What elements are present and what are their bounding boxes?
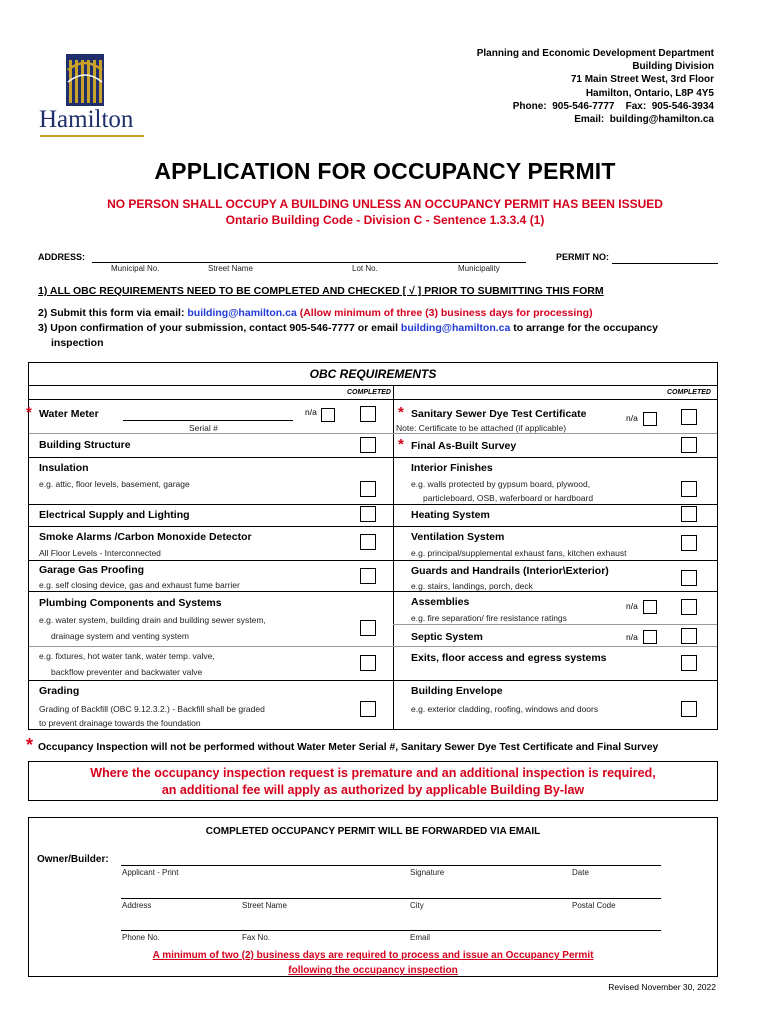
completed-col-left: COMPLETED xyxy=(347,389,391,396)
assemblies-sub: e.g. fire separation/ fire resistance ratings xyxy=(411,613,567,623)
municipal-no-caption: Municipal No. xyxy=(111,264,160,273)
email-link[interactable]: building@hamilton.ca xyxy=(187,307,297,319)
obc-requirements-table xyxy=(28,362,718,730)
grading-sub: Grading of Backfill (OBC 9.12.3.2.) - Backfill shall be graded xyxy=(39,704,265,714)
envelope-checkbox[interactable] xyxy=(681,701,697,717)
garage-label: Garage Gas Proofing xyxy=(39,564,145,576)
garage-sub: e.g. self closing device, gas and exhaust fume barrier xyxy=(39,580,240,590)
divider xyxy=(29,526,393,527)
page-title: APPLICATION FOR OCCUPANCY PERMIT xyxy=(154,158,616,184)
divider xyxy=(29,680,393,681)
divider xyxy=(393,560,717,561)
exits-label: Exits, floor access and egress systems xyxy=(411,652,607,664)
divider xyxy=(29,646,393,647)
heating-label: Heating System xyxy=(411,509,490,521)
email-forward-heading: COMPLETED OCCUPANCY PERMIT WILL BE FORWARDED VIA EMAIL xyxy=(205,826,541,837)
applicant-input-line[interactable] xyxy=(121,865,661,866)
ventilation-checkbox[interactable] xyxy=(681,535,697,551)
envelope-label: Building Envelope xyxy=(411,685,503,697)
interior-sub: e.g. walls protected by gypsum board, plywood, xyxy=(411,479,591,489)
instruction-2 xyxy=(38,306,593,321)
instruction-1: 1) ALL OBC REQUIREMENTS NEED TO BE COMPLETED AND CHECKED [ √ ] PRIOR TO SUBMITTING THIS FORM xyxy=(38,285,604,297)
required-star: * xyxy=(398,436,404,453)
ventilation-sub: e.g. principal/supplemental exhaust fans, kitchen exhaust xyxy=(411,548,627,558)
electrical-checkbox[interactable] xyxy=(360,506,376,522)
email-link[interactable]: building@hamilton.ca xyxy=(400,322,511,334)
ventilation-label: Ventilation System xyxy=(411,531,505,543)
grading-sub: to prevent drainage towards the foundation xyxy=(39,718,201,728)
dept-phone-fax: Phone: 905-546-7777 Fax: 905-546-3934 xyxy=(512,100,714,112)
sanitary-checkbox[interactable] xyxy=(681,409,697,425)
logo-underline xyxy=(40,135,144,137)
required-star: * xyxy=(26,735,34,755)
street-name-caption: Street Name xyxy=(208,264,253,273)
guards-sub: e.g. stairs, landings, porch, deck xyxy=(411,581,533,591)
fax-caption: Fax No. xyxy=(242,933,271,942)
plumbing-sub: backflow preventer and backwater valve xyxy=(51,667,203,677)
instruction-3-cont: inspection xyxy=(51,337,104,349)
smoke-alarms-checkbox[interactable] xyxy=(360,534,376,550)
city-caption: City xyxy=(410,901,424,910)
garage-checkbox[interactable] xyxy=(360,568,376,584)
plumbing-label: Plumbing Components and Systems xyxy=(39,597,222,609)
final-survey-checkbox[interactable] xyxy=(681,437,697,453)
warning-line-1: NO PERSON SHALL OCCUPY A BUILDING UNLESS AN OCCUPANCY PERMIT HAS BEEN ISSUED xyxy=(107,197,663,211)
divider xyxy=(29,591,393,592)
revision-date: Revised November 30, 2022 xyxy=(608,982,716,992)
date-caption: Date xyxy=(572,868,589,877)
required-star: * xyxy=(26,404,32,421)
exits-checkbox[interactable] xyxy=(681,655,697,671)
permit-no-input-line[interactable] xyxy=(612,263,718,264)
na-label: n/a xyxy=(626,601,638,611)
plumbing-sub: e.g. water system, building drain and building sewer system, xyxy=(39,615,266,625)
divider xyxy=(393,624,717,625)
permit-no-label: PERMIT NO: xyxy=(556,252,609,262)
divider xyxy=(393,591,717,592)
grading-label: Grading xyxy=(39,685,80,697)
address-input-line[interactable] xyxy=(92,262,526,263)
insulation-label: Insulation xyxy=(39,462,89,474)
divider xyxy=(29,457,393,458)
instruction-2-text: 2) Submit this form via email: xyxy=(38,307,188,319)
dept-email: Email: building@hamilton.ca xyxy=(574,114,714,126)
hamilton-logo xyxy=(36,48,148,138)
owner-builder-section xyxy=(28,817,718,977)
address-caption: Address xyxy=(122,901,152,910)
smoke-alarms-sub: All Floor Levels - Interconnected xyxy=(39,548,161,558)
plumbing-sub: e.g. fixtures, hot water tank, water temp. valve, xyxy=(39,651,215,661)
email-caption: Email xyxy=(410,933,431,942)
fee-line-1: Where the occupancy inspection request is premature and an additional inspection is required, xyxy=(90,766,656,780)
divider xyxy=(393,433,717,434)
dept-line: Hamilton, Ontario, L8P 4Y5 xyxy=(585,87,714,99)
occupancy-warning xyxy=(0,196,770,228)
required-footnote: Occupancy Inspection will not be performed without Water Meter Serial #, Sanitary Sewer Dye Test Certificate and Final Survey xyxy=(38,742,659,753)
completed-col-right: COMPLETED xyxy=(667,389,711,396)
processing-note: (Allow minimum of three (3) business days for processing) xyxy=(296,307,593,319)
interior-sub: particleboard, OSB, waferboard or hardboard xyxy=(423,493,594,503)
divider xyxy=(29,399,717,400)
septic-checkbox[interactable] xyxy=(681,628,697,644)
serial-input-line[interactable] xyxy=(123,420,293,421)
address-label: ADDRESS: xyxy=(38,252,86,262)
dept-line: 71 Main Street West, 3rd Floor xyxy=(570,74,714,86)
septic-label: Septic System xyxy=(411,631,483,643)
column-divider xyxy=(393,385,394,730)
divider xyxy=(393,680,717,681)
postal-caption: Postal Code xyxy=(572,901,616,910)
signature-caption: Signature xyxy=(410,868,445,877)
na-label: n/a xyxy=(626,632,638,642)
divider xyxy=(29,560,393,561)
processing-note-line-2: following the occupancy inspection xyxy=(288,965,458,976)
sanitary-sub: Note: Certificate to be attached (if applicable) xyxy=(396,423,567,433)
processing-note-line-1: A minimum of two (2) business days are required to process and issue an Occupancy Permit xyxy=(152,950,594,961)
final-survey-label: Final As-Built Survey xyxy=(411,440,517,452)
sanitary-na-checkbox[interactable] xyxy=(643,412,657,426)
interior-checkbox[interactable] xyxy=(681,481,697,497)
grading-checkbox[interactable] xyxy=(360,701,376,717)
divider xyxy=(393,646,717,647)
divider xyxy=(393,457,717,458)
instruction-3-text: 3) Upon confirmation of your submission, contact 905-546-7777 or email xyxy=(38,322,401,334)
envelope-sub: e.g. exterior cladding, roofing, windows and doors xyxy=(411,704,599,714)
smoke-alarms-label: Smoke Alarms /Carbon Monoxide Detector xyxy=(39,531,252,543)
building-structure-label: Building Structure xyxy=(39,439,131,451)
street-caption: Street Name xyxy=(242,901,287,910)
dept-line: Building Division xyxy=(632,61,714,73)
instruction-3-tail: to arrange for the occupancy xyxy=(510,322,658,334)
warning-line-2: Ontario Building Code - Division C - Sentence 1.3.3.4 (1) xyxy=(225,213,545,227)
address-input-line[interactable] xyxy=(121,898,661,899)
water-meter-label: Water Meter xyxy=(39,408,99,420)
building-structure-checkbox[interactable] xyxy=(360,437,376,453)
lot-no-caption: Lot No. xyxy=(352,264,378,273)
assemblies-checkbox[interactable] xyxy=(681,599,697,615)
plumbing-checkbox-1[interactable] xyxy=(360,620,376,636)
obc-heading: OBC REQUIREMENTS xyxy=(309,367,437,381)
municipality-caption: Municipality xyxy=(458,264,500,273)
guards-checkbox[interactable] xyxy=(681,570,697,586)
phone-caption: Phone No. xyxy=(122,933,160,942)
instruction-3 xyxy=(38,321,658,336)
plumbing-checkbox-2[interactable] xyxy=(360,655,376,671)
water-meter-checkbox[interactable] xyxy=(360,406,376,422)
serial-caption: Serial # xyxy=(189,423,218,433)
dept-line: Planning and Economic Development Department xyxy=(476,48,714,59)
electrical-label: Electrical Supply and Lighting xyxy=(39,509,190,521)
divider xyxy=(393,526,717,527)
insulation-sub: e.g. attic, floor levels, basement, garage xyxy=(39,479,190,489)
na-label: n/a xyxy=(305,407,317,417)
insulation-checkbox[interactable] xyxy=(360,481,376,497)
required-star: * xyxy=(398,404,404,421)
na-label: n/a xyxy=(626,413,638,423)
assemblies-na-checkbox[interactable] xyxy=(643,600,657,614)
plumbing-sub: drainage system and venting system xyxy=(51,631,189,641)
contact-input-line[interactable] xyxy=(121,930,661,931)
assemblies-label: Assemblies xyxy=(411,596,470,608)
septic-na-checkbox[interactable] xyxy=(643,630,657,644)
divider xyxy=(29,504,393,505)
sanitary-label: Sanitary Sewer Dye Test Certificate xyxy=(411,408,587,420)
processing-time-note xyxy=(29,948,717,978)
divider xyxy=(29,385,717,386)
interior-label: Interior Finishes xyxy=(411,462,493,474)
fee-line-2: an additional fee will apply as authorized by applicable Building By-law xyxy=(161,783,585,797)
guards-label: Guards and Handrails (Interior\Exterior) xyxy=(411,565,609,577)
logo-wordmark: Hamilton xyxy=(39,106,134,133)
divider xyxy=(29,433,393,434)
heating-checkbox[interactable] xyxy=(681,506,697,522)
divider xyxy=(393,504,717,505)
water-meter-na-checkbox[interactable] xyxy=(321,408,335,422)
applicant-caption: Applicant - Print xyxy=(122,868,179,877)
owner-builder-label: Owner/Builder: xyxy=(37,854,109,865)
department-address-block xyxy=(477,47,714,126)
additional-fee-notice xyxy=(28,761,718,801)
